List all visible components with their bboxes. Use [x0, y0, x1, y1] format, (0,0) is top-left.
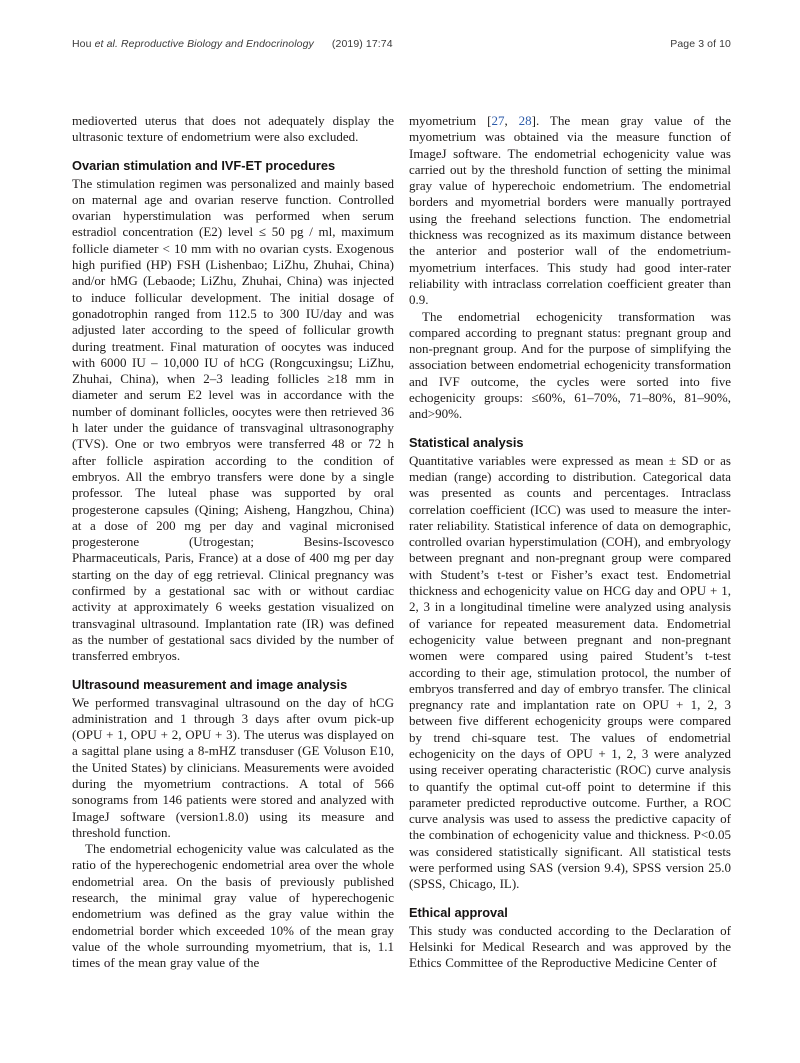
paragraph: This study was conducted according to the Declaration of Helsinki for Medical Research and was approved by the Ethics Committee of the Reproductive Medicine Center of: [409, 922, 731, 971]
section-heading: Ethical approval: [409, 904, 508, 920]
column-right: [409, 113, 731, 972]
running-head-authors: Hou: [72, 38, 95, 50]
paragraph: The endometrial echogenicity transformation was compared according to pregnant status: pregnant group and non-pregnant group. And for the purpose of simplifying the association between endometrial echogenicity transformation and IVF outcome, the cycles were sorted into five echogenicity groups: ≤60%, 61–70%, 71–80%, 81–90%, and>90%.: [409, 308, 731, 422]
paragraph: We performed transvaginal ultrasound on the day of hCG administration and 1 through 3 days after ovum pick-up (OPU + 1, OPU + 2, OPU + 3). The uterus was displayed on a sagittal plane using a 8-mHZ transduser (GE Voluson E10, the United States) by clinicians. Measurements were avoided during the myometrium contractions. A total of 566 sonograms from 146 patients were stored and analyzed with ImageJ software (version1.8.0) using its measure and threshold function.: [72, 694, 394, 840]
section-heading: Ultrasound measurement and image analysis: [72, 676, 348, 692]
page-number: Page 3 of 10: [670, 38, 731, 50]
paragraph: myometrium [27, 28]. The mean gray value of the myometrium was obtained via the measure function of ImageJ software. The endometrial echogenicity value was carried out by the threshold function of setting the minimal gray value of hyperechoic endometrium. The endometrial borders and myometrial borders were manually portrayed using the freehand selections function. The endometrial thickness was recognized as its maximum distance between the anterior and posterior wall of the endometrium-myometrium interfaces. This study had good inter-rater reliability with intraclass correlation coefficient greater than 0.9.: [409, 113, 731, 308]
paragraph: The stimulation regimen was personalized and mainly based on maternal age and ovarian reserve function. Controlled ovarian hyperstimulation was performed when serum estradiol concentration (E2) level ≤ 50 pg / ml, maximum follicle diameter < 10 mm with no ovarian cysts. Exogenous high purified (HP) FSH (Lishenbao; LiZhu, Zhuhai, China) and/or hMG (Lebaode; LiZhu, Zhuhai, China) was injected to induce follicular development. The initial dosage of gonadotrophin ranged from 112.5 to 300 IU/day and was adjusted later according to the speed of follicular growth during treatment. Final maturation of oocytes was induced with 6000 IU – 10,000 IU of hCG (Rongcuxingsu; LiZhu, Zhuhai, China), when 2–3 leading follicles ≥18 mm in diameter and serum E2 level was in accordance with the number of dominant follicles, oocytes were then retrieved 36 h later under the guidance of transvaginal ultrasonography (TVS). One or two embryos were transferred 48 or 72 h after follicle aspiration according to the condition of embryos. All the embryo transfers were done by a single professor. The luteal phase was supported by oral progesterone capsules (Qining; Aisheng, Hangzhou, China) at a dose of 200 mg per day and vaginal micronised progesterone (Utrogestan; Besins-Iscovesco Pharmaceuticals, Paris, France) at a dose of 400 mg per day starting on the day of egg retrieval. Clinical pregnancy was confirmed by a gestational sac with or without cardiac activity at approximately 6 weeks gestation visualized on transvaginal ultrasound. Implantation rate (IR) was defined as the number of gestational sacs divided by the number of transferred embryos.: [72, 175, 394, 664]
reference-link[interactable]: 28: [518, 113, 532, 128]
paragraph: The endometrial echogenicity value was calculated as the ratio of the hyperechogenic endometrial area over the whole endometrial area. On the basis of previously published research, the minimal gray value of hyperechogenic endometrium was defined as the gray value within the endometrial border which exceeded 10% of the mean gray value of the whole surrounding myometrium, that is, 1.1 times of the mean gray value of the: [72, 841, 394, 971]
column-left: [72, 113, 394, 972]
running-head: [72, 38, 393, 50]
paragraph: Quantitative variables were expressed as mean ± SD or as median (range) according to distribution. Categorical data was presented as counts and percentages. Intraclass correlation coefficient (ICC) was used to measure the inter-rater reliability. Statistical inference of data on demographic, controlled ovarian hyperstimulation (COH), and embryology between pregnant and non-pregnant group were compared with Student’s t-test or Fisher’s exact test. Endometrial thickness and echogenicity value on HCG day and OPU + 1, 2, 3 in a longitudinal timeline were analyzed using analysis of variance for repeated measurement data. Endometrial echogenicity value between pregnant and non-pregnant women were compared using paired Student’s t-test according to their age, stimulation protocol, the number of embryos transferred and day of embryo transfer. The clinical pregnancy rate and implantation rate on OPU + 1, 2, 3 between five different echogenicity groups were compared by trend chi-square test. The values of endometrial echogenicity on the days of OPU + 1, 2, 3 were analyzed using receiver operating characteristic (ROC) curve analysis to quantify the optimal cut-off point to determine if this parameter predicted reproductive outcome. Further, a ROC curve analysis was used to assess the predictive capacity of the combination of echogenicity value and thickness. P<0.05 was considered statistically significant. All statistical tests were performed using SAS (version 9.4), SPSS version 25.0 (SPSS, Chicago, IL).: [409, 452, 731, 892]
reference-link[interactable]: 27: [491, 113, 505, 128]
section-heading: Ovarian stimulation and IVF-ET procedures: [72, 157, 336, 173]
article-body: [72, 113, 731, 972]
page-header: [72, 38, 731, 50]
running-head-etal: et al.: [94, 38, 121, 50]
running-head-citation: (2019) 17:74: [331, 38, 393, 50]
section-heading: Statistical analysis: [409, 434, 524, 450]
paragraph: medioverted uterus that does not adequately display the ultrasonic texture of endometrium were also excluded.: [72, 113, 394, 145]
running-head-journal: Reproductive Biology and Endocrinology: [120, 38, 314, 50]
